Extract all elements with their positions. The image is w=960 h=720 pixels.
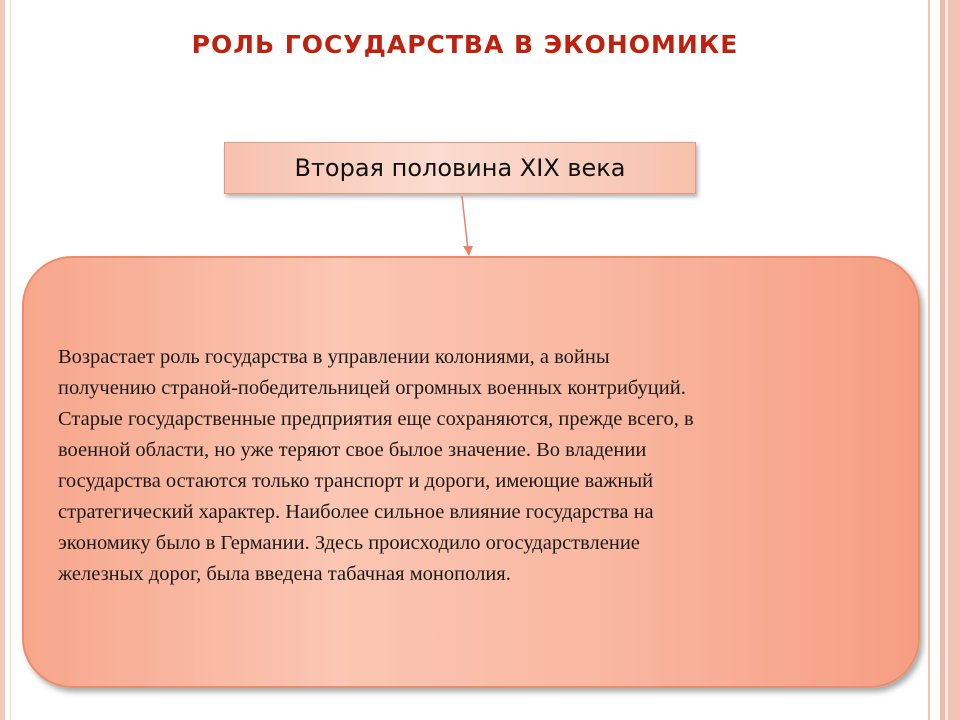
period-box[interactable] — [224, 142, 696, 194]
left-decorative-rule — [0, 0, 5, 720]
content-card[interactable] — [22, 256, 920, 688]
period-label: Вторая половина XIX века — [294, 154, 626, 182]
content-text: Возрастает роль государства в управлении колониями, а войны получению страной-победительницей огромных военных контрибуций. Старые государственные предприятия еще сохраняются, прежде всего, в военной области, но уже теряют свое былое значение. Во владении государства остаются только транспорт и дороги, имеющие важный стратегический характер. Наиболее сильное влияние государства на экономику было в Германии. Здесь происходило огосударствление железных дорог, была введена табачная монополия. — [58, 346, 694, 585]
slide-title: РОЛЬ ГОСУДАРСТВА В ЭКОНОМИКЕ — [191, 30, 739, 59]
right-decorative-band — [928, 0, 960, 720]
left-decorative-line — [10, 0, 11, 720]
